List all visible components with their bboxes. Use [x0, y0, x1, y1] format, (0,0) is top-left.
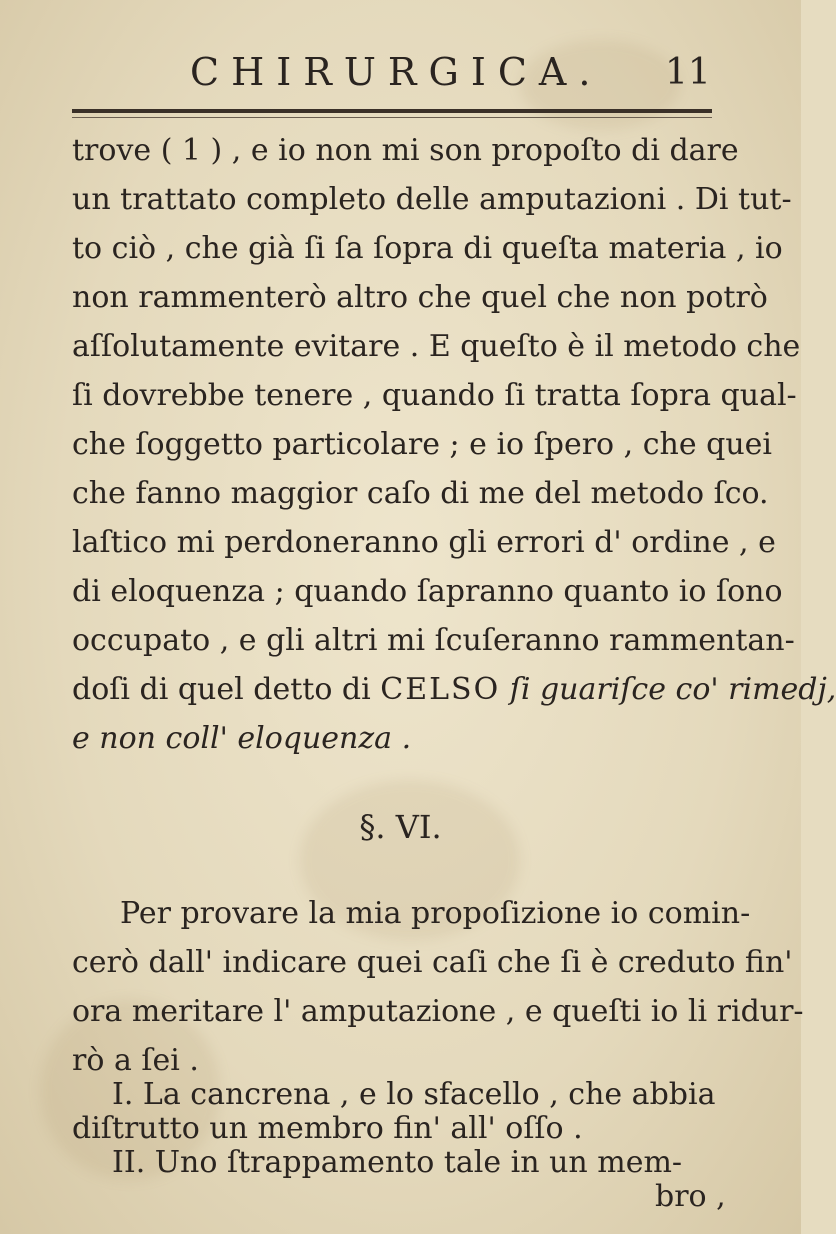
text-line: ſi dovrebbe tenere , quando ſi tratta ſopra qual-: [72, 378, 797, 413]
text-line-celso: [72, 669, 836, 711]
text-line: e non coll' eloquenza .: [72, 721, 412, 756]
running-head: CHIRURGICA.: [190, 50, 603, 94]
text-line: aſſolutamente evitare . E queſto è il metodo che: [72, 329, 801, 364]
text-line: diſtrutto un membro fin' all' oſſo .: [72, 1111, 583, 1146]
text-line: II. Uno ſtrappamento tale in un mem-: [112, 1145, 683, 1180]
celso-quote: ſi guariſce co' rimedj,: [509, 672, 836, 707]
text-line: trove ( 1 ) , e io non mi son propoſto di dare: [72, 133, 739, 168]
text-line: che ſoggetto particolare ; e io ſpero , che quei: [72, 427, 772, 462]
text-line: bro ,: [655, 1179, 726, 1214]
header-rule: [72, 109, 712, 113]
text-line: I. La cancrena , e lo sfacello , che abbia: [112, 1077, 716, 1112]
header-rule-thin: [72, 117, 712, 118]
page-number: 11: [665, 52, 711, 93]
text-line: un trattato completo delle amputazioni . Di tut-: [72, 182, 792, 217]
text-line: occupato , e gli altri mi ſcuſeranno rammentan-: [72, 623, 795, 658]
section-heading: §. VI.: [359, 808, 442, 846]
text-line: non rammenterò altro che quel che non potrò: [72, 280, 768, 315]
text-line: ora meritare l' amputazione , e queſti io li ridur-: [72, 994, 804, 1029]
page-header: [0, 48, 801, 102]
text-line: cerò dall' indicare quei caſi che ſi è creduto fin': [72, 945, 793, 980]
text-line: to ciò , che già ſi ſa ſopra di queſta materia , io: [72, 231, 783, 266]
text-line: rò a ſei .: [72, 1043, 199, 1078]
text-line: laſtico mi perdoneranno gli errori d' ordine , e: [72, 525, 776, 560]
text-line: di eloquenza ; quando ſapranno quanto io ſono: [72, 574, 783, 609]
text-fragment: doſi di quel detto di: [72, 672, 371, 707]
text-line: Per provare la mia propoſizione io comin-: [120, 896, 751, 931]
text-line: che fanno maggior caſo di me del metodo ſco.: [72, 476, 769, 511]
author-name: CELSO: [380, 672, 501, 707]
